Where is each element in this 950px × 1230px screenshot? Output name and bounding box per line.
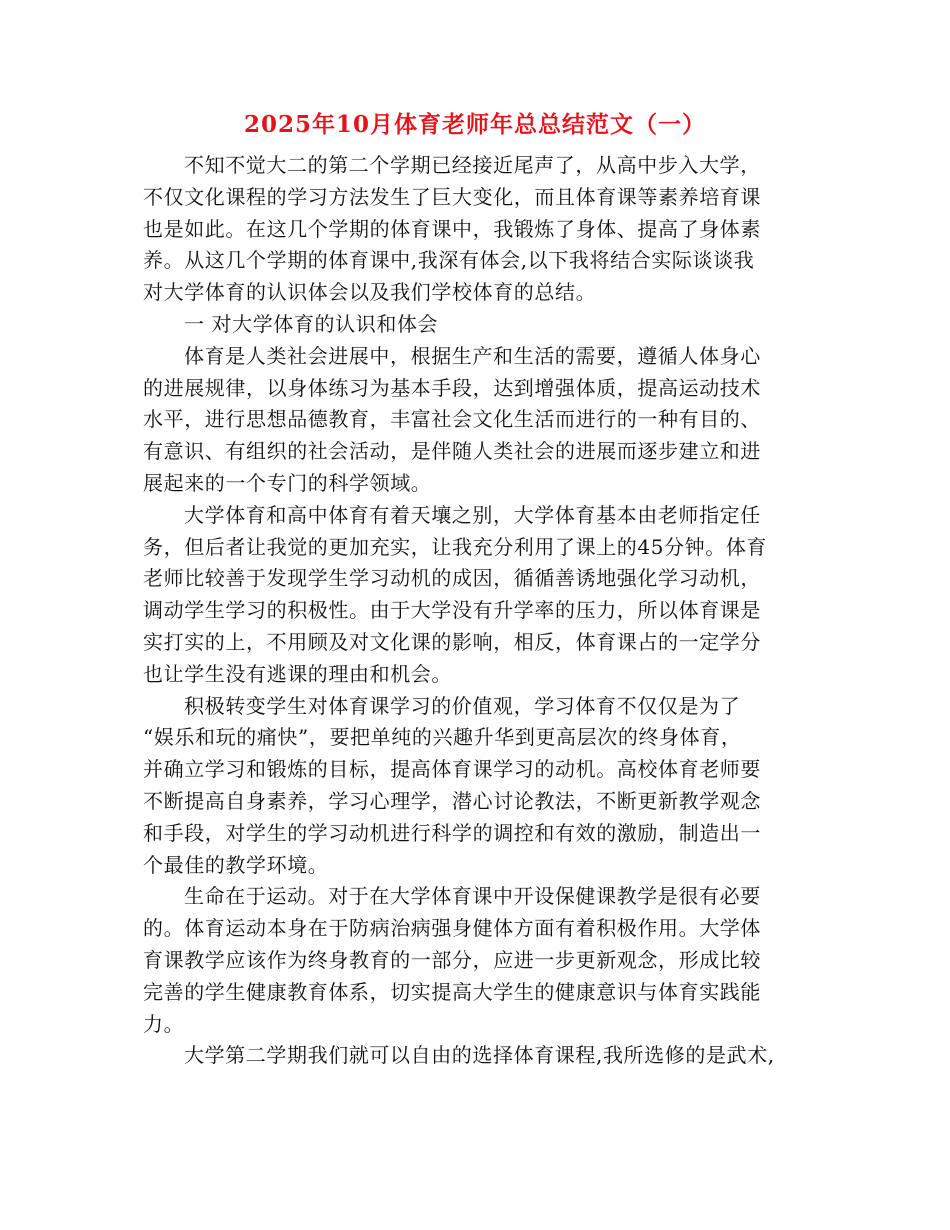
paragraph — [143, 1040, 803, 1072]
text-line: 和手段，对学生的学习动机进行科学的调控和有效的激励，制造出一 — [143, 820, 761, 845]
text-line: 也是如此。在这几个学期的体育课中，我锻炼了身体、提高了身体素 — [143, 216, 761, 241]
document-body — [143, 150, 803, 1072]
paragraph — [143, 881, 803, 1040]
text-line: 老师比较善于发现学生学习动机的成因，循循善诱地强化学习动机， — [143, 566, 761, 591]
text-line: 不仅文化课程的学习方法发生了巨大变化，而且体育课等素养培育课 — [143, 184, 761, 209]
text-line: 水平，进行思想品德教育，丰富社会文化生活而进行的一种有目的、 — [143, 407, 761, 432]
paragraph — [143, 341, 803, 500]
paragraph — [143, 500, 803, 691]
text-line: 也让学生没有逃课的理由和机会。 — [143, 661, 452, 686]
text-line: 养。从这几个学期的体育课中,我深有体会,以下我将结合实际谈谈我 — [143, 248, 755, 273]
text-line: 并确立学习和锻炼的目标，提高体育课学习的动机。高校体育老师要 — [143, 757, 761, 782]
text-line: 的进展规律，以身体练习为基本手段，达到增强体质，提高运动技术 — [143, 375, 761, 400]
text-line: 不断提高自身素养，学习心理学，潜心讨论教法，不断更新教学观念 — [143, 788, 761, 813]
text-line: 调动学生学习的积极性。由于大学没有升学率的压力，所以体育课是 — [143, 598, 761, 623]
text-line: 力。 — [143, 1011, 185, 1036]
text-line: 务，但后者让我觉的更加充实，让我充分利用了课上的45分钟。体育 — [143, 534, 768, 559]
text-line: 大学第二学期我们就可以自由的选择体育课程,我所选修的是武术, — [184, 1043, 775, 1068]
text-line: 个最佳的教学环境。 — [143, 852, 329, 877]
text-line: 大学体育和高中体育有着天壤之别，大学体育基本由老师指定任 — [184, 502, 761, 527]
paragraph — [143, 691, 803, 882]
paragraph — [143, 150, 803, 309]
text-line: 有意识、有组织的社会活动，是伴随人类社会的进展而逐步建立和进 — [143, 439, 761, 464]
text-line: 积极转变学生对体育课学习的价值观，学习体育不仅仅是为了 — [184, 693, 741, 718]
text-line: 一 对大学体育的认识和体会 — [184, 311, 439, 336]
document-title: 2025年10月体育老师年总总结范文（一） — [243, 111, 707, 138]
text-line: 的。体育运动本身在于防病治病强身健体方面有着积极作用。大学体 — [143, 916, 761, 941]
text-line: 展起来的一个专门的科学领域。 — [143, 470, 432, 495]
text-line: 育课教学应该作为终身教育的一部分，应进一步更新观念，形成比较 — [143, 947, 761, 972]
text-line: 完善的学生健康教育体系，切实提高大学生的健康意识与体育实践能 — [143, 979, 761, 1004]
text-line: 实打实的上，不用顾及对文化课的影响，相反，体育课占的一定学分 — [143, 629, 761, 654]
paragraph — [143, 309, 803, 341]
text-line: 生命在于运动。对于在大学体育课中开设保健课教学是很有必要 — [184, 884, 761, 909]
text-line: 体育是人类社会进展中，根据生产和生活的需要，遵循人体身心 — [184, 343, 761, 368]
text-line: “娱乐和玩的痛快”，要把单纯的兴趣升华到更高层次的终身体育， — [143, 725, 742, 750]
text-line: 对大学体育的认识体会以及我们学校体育的总结。 — [143, 280, 597, 305]
text-line: 不知不觉大二的第二个学期已经接近尾声了，从高中步入大学， — [184, 153, 761, 177]
